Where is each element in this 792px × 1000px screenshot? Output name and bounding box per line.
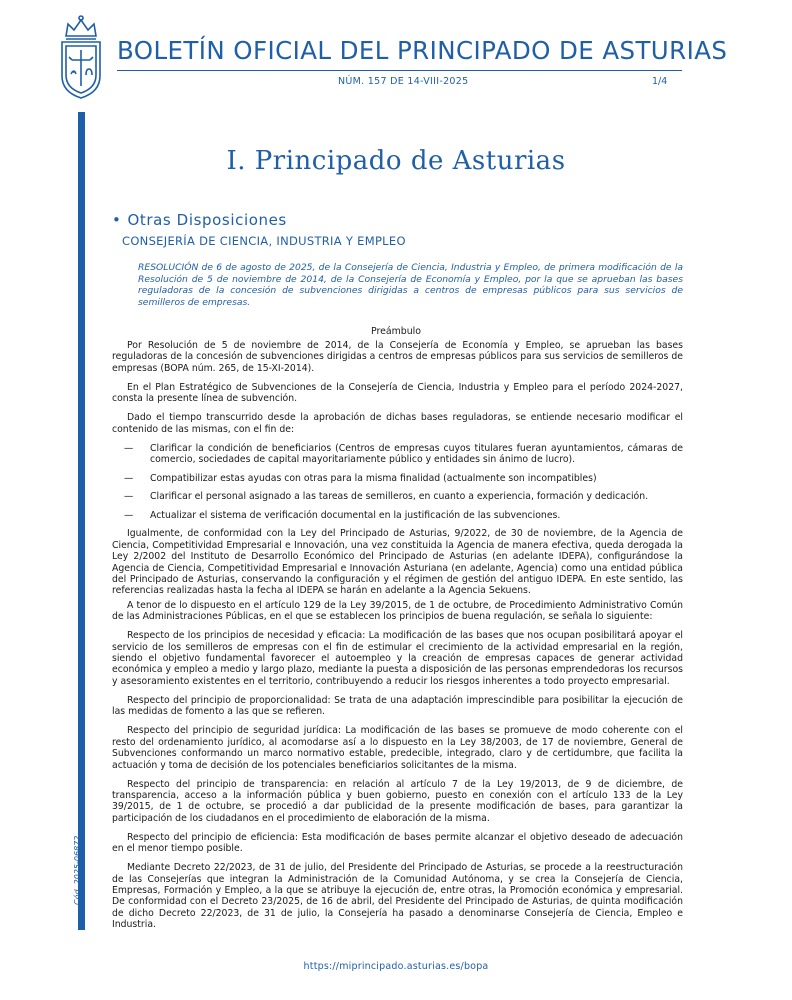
- side-bar: [78, 112, 85, 930]
- dash-marker: —: [124, 442, 134, 454]
- paragraph: Dado el tiempo transcurrido desde la aprobación de dichas bases reguladoras, se entiende necesario modificar el contenido de las mismas, con el fin de:: [112, 412, 683, 435]
- dash-marker: —: [124, 491, 134, 503]
- page-indicator: 1/4: [652, 76, 668, 87]
- paragraph: Por Resolución de 5 de noviembre de 2014, de la Consejería de Economía y Empleo, se aprueban las bases reguladoras de la concesión de subvenciones dirigidas a centros de empresas públicos para sus servicios de semilleros de empresas (BOPA núm. 265, de 15-XI-2014).: [112, 340, 683, 374]
- resolution-summary: RESOLUCIÓN de 6 de agosto de 2025, de la Consejería de Ciencia, Industria y Empleo, de primera modificación de la Resolución de 5 de noviembre de 2014, de la Consejería de Economía y Empleo, por la que se aprueban las bases reguladoras de la concesión de subvenciones dirigidas a centros de empresas públicos para sus servicios de semilleros de empresas.: [138, 262, 683, 308]
- subsection-heading: [112, 211, 287, 229]
- list-item-text: Actualizar el sistema de verificación documental en la justificación de las subvenciones.: [150, 509, 561, 521]
- list-item-text: Clarificar el personal asignado a las tareas de semilleros, en cuanto a experiencia, formación y dedicación.: [150, 491, 649, 503]
- list-item: [112, 510, 683, 521]
- issue-number: NÚM. 157 DE 14-VIII-2025: [338, 76, 469, 87]
- paragraph: Respecto del principio de eficiencia: Esta modificación de bases permite alcanzar el objetivo deseado de adecuación en el menor tiempo posible.: [112, 831, 683, 855]
- footer-link[interactable]: https://miprincipado.asturias.es/bopa: [303, 961, 489, 972]
- paragraph: Respecto del principio de proporcionalidad: Se trata de una adaptación imprescindible para posibilitar la ejecución de las medidas de fomento a las que se refieren.: [112, 694, 683, 718]
- document-body: [112, 340, 683, 938]
- asturias-coat-of-arms-logo: [56, 14, 106, 100]
- bulletin-title: BOLETÍN OFICIAL DEL PRINCIPADO DE ASTURIAS: [117, 36, 728, 65]
- department-name: CONSEJERÍA DE CIENCIA, INDUSTRIA Y EMPLEO: [122, 234, 406, 248]
- bullet-icon: •: [112, 211, 122, 229]
- preamble-heading: Preámbulo: [370, 326, 421, 337]
- paragraph: A tenor de lo dispuesto en el artículo 129 de la Ley 39/2015, de 1 de octubre, de Procedimiento Administrativo Común de las Administraciones Públicas, en el que se establecen los principios de buena regulación, se señala lo siguiente:: [112, 599, 683, 623]
- objectives-list: [112, 443, 683, 522]
- subsection-label: Otras Disposiciones: [127, 211, 287, 229]
- list-item-text: Clarificar la condición de beneficiarios (Centros de empresas cuyos titulares fueran ayuntamientos, cámaras de comercio, sociedades de capital mayoritariamente público y entidades sin ánimo de lucro).: [150, 442, 683, 466]
- paragraph: Respecto de los principios de necesidad y eficacia: La modificación de las bases que nos ocupan posibilitará apoyar el servicio de los semilleros de empresas con el fin de estimular el crecimiento de la actividad empresarial en la región, siendo el objetivo fundamental favorecer el autoempleo y la creación de empresas capaces de generar actividad económica y empleo a medio y largo plazo, mediante la puesta a disposición de las personas emprendedoras los recursos y asesoramiento existentes en el territorio, contribuyendo a reducir los riesgos inherentes a todo proyecto empresarial.: [112, 630, 683, 687]
- list-item: [112, 491, 683, 502]
- paragraph: Mediante Decreto 22/2023, de 31 de julio, del Presidente del Principado de Asturias, se procede a la reestructuración de las Consejerías que integran la Administración de la Comunidad Autónoma, y se crea la Consejería de Ciencia, Empresas, Formación y Empleo, a la que se atribuye la ejecución de, entre otras, la Promoción económica y empresarial. De conformidad con el Decreto 23/2025, de 16 de abril, del Presidente del Principado de Asturias, de quinta modificación de dicho Decreto 22/2023, de 31 de julio, la Consejería ha pasado a denominarse Consejería de Ciencia, Empleo e Industria.: [112, 862, 683, 931]
- document-code: Cód. 2025-06872: [73, 835, 82, 905]
- list-item-text: Compatibilizar estas ayudas con otras para la misma finalidad (actualmente son incompatibles): [150, 472, 597, 484]
- paragraph: Respecto del principio de transparencia: en relación al artículo 7 de la Ley 19/2013, de 9 de diciembre, de transparencia, acceso a la información pública y buen gobierno, puesto en conexión con el artículo 133 de la Ley 39/2015, de 1 de octubre, se procedió a dar publicidad de la presente modificación de bases, para garantizar la participación de los ciudadanos en el procedimiento de elaboración de la misma.: [112, 778, 683, 824]
- paragraph: En el Plan Estratégico de Subvenciones de la Consejería de Ciencia, Industria y Empleo para el período 2024-2027, consta la presente línea de subvención.: [112, 381, 683, 405]
- dash-marker: —: [124, 472, 134, 484]
- section-title: I. Principado de Asturias: [226, 146, 566, 176]
- list-item: [112, 473, 683, 484]
- list-item: [112, 443, 683, 466]
- header-divider: [117, 70, 682, 71]
- dash-marker: —: [124, 509, 134, 521]
- paragraph: Respecto del principio de seguridad jurídica: La modificación de las bases se promueve de modo coherente con el resto del ordenamiento jurídico, al acomodarse así a lo dispuesto en la Ley 38/2003, de 17 de noviembre, General de Subvenciones conformando un marco normativo estable, predecible, integrado, claro y de certidumbre, que facilita la actuación y toma de decisión de los potenciales beneficiarios solicitantes de la misma.: [112, 725, 683, 771]
- paragraph: Igualmente, de conformidad con la Ley del Principado de Asturias, 9/2022, de 30 de noviembre, de la Agencia de Ciencia, Competitividad Empresarial e Innovación, una vez constituida la Agencia de manera efectiva, queda derogada la Ley 2/2002 del Instituto de Desarrollo Económico del Principado de Asturias (en adelante IDEPA), configurándose la Agencia de Ciencia, Competitividad Empresarial e Innovación Asturiana (en adelante, Agencia) como una entidad pública del Principado de Asturias, conservando la configuración y el régimen de gestión del antiguo IDEPA. En este sentido, las referencias realizadas hasta la fecha al IDEPA se harán en adelante a la Agencia Sekuens.: [112, 528, 683, 597]
